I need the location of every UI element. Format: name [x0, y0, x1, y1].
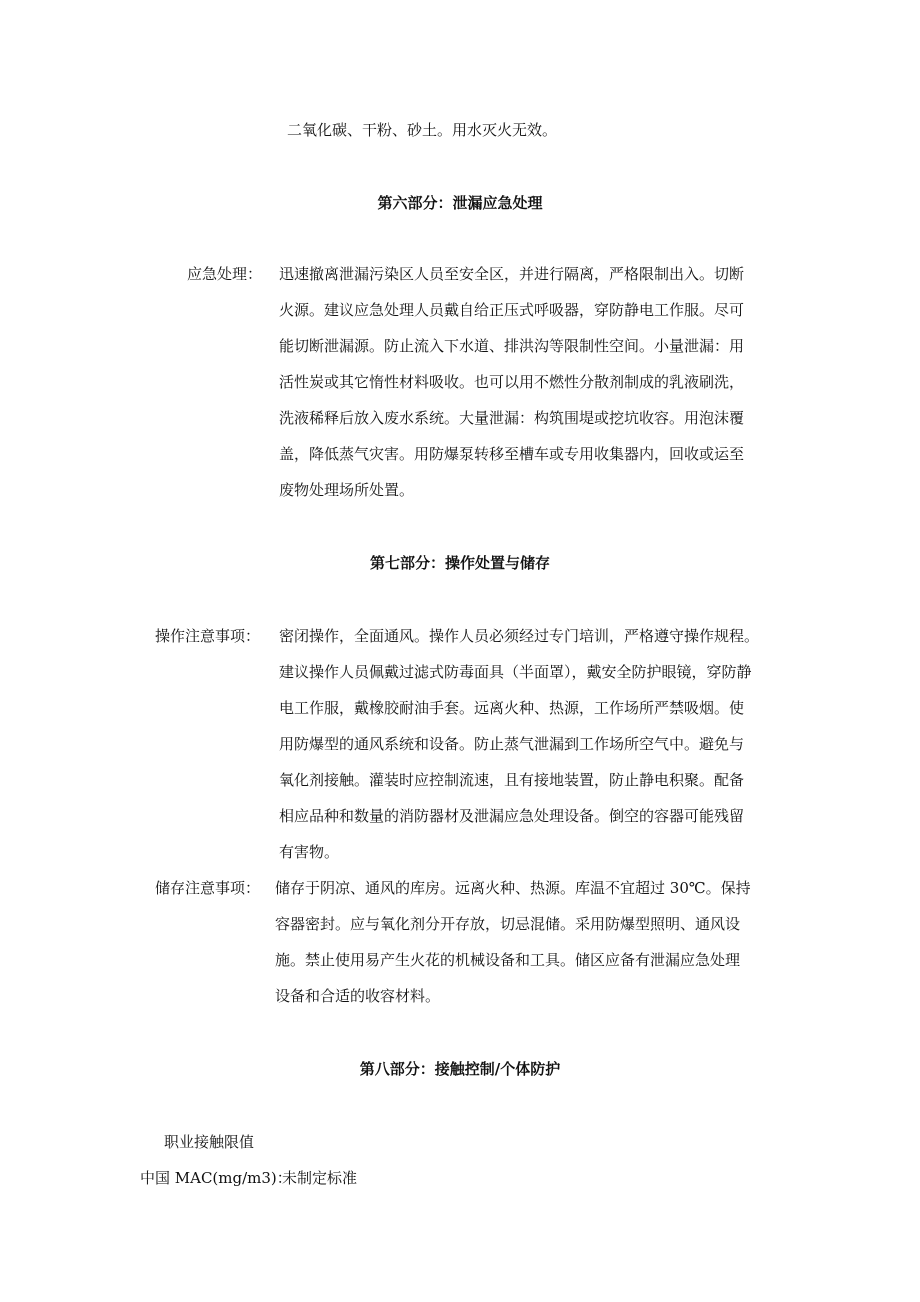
emergency-handling-label: 应急处理： — [187, 265, 263, 283]
paragraph-line: 迅速撤离泄漏污染区人员至安全区，并进行隔离，严格限制出入。切断 — [279, 265, 745, 283]
section7-heading: 第七部分：操作处置与储存 — [369, 554, 550, 572]
section6-heading: 第六部分：泄漏应急处理 — [377, 194, 543, 212]
storage-precautions-text — [275, 878, 751, 1022]
operation-precautions-label: 操作注意事项： — [155, 627, 261, 645]
exposure-limit-title: 职业接触限值 — [164, 1133, 255, 1151]
paragraph-line: 洗液稀释后放入废水系统。大量泄漏：构筑围堤或挖坑收容。用泡沫覆 — [279, 409, 745, 427]
paragraph-line: 盖，降低蒸气灾害。用防爆泵转移至槽车或专用收集器内，回收或运至 — [279, 445, 745, 463]
china-mac-value: 未制定标准 — [282, 1169, 358, 1187]
storage-precautions-label: 储存注意事项： — [155, 879, 261, 897]
paragraph-line: 能切断泄漏源。防止流入下水道、排洪沟等限制性空间。小量泄漏：用 — [279, 337, 745, 355]
paragraph-line: 有害物。 — [279, 843, 340, 861]
paragraph-line: 用防爆型的通风系统和设备。防止蒸气泄漏到工作场所空气中。避免与 — [279, 735, 745, 753]
paragraph-line: 活性炭或其它惰性材料吸收。也可以用不燃性分散剂制成的乳液刷洗， — [279, 373, 745, 391]
paragraph-line: 火源。建议应急处理人员戴自给正压式呼吸器，穿防静电工作服。尽可 — [279, 301, 745, 319]
paragraph-line: 相应品种和数量的消防器材及泄漏应急处理设备。倒空的容器可能残留 — [279, 807, 745, 825]
paragraph-line: 容器密封。应与氧化剂分开存放，切忌混储。采用防爆型照明、通风设 — [275, 915, 741, 933]
paragraph-line: 废物处理场所处置。 — [279, 481, 415, 499]
operation-precautions-text — [279, 626, 759, 878]
emergency-handling-text — [279, 264, 744, 516]
section8-heading: 第八部分：接触控制/个体防护 — [359, 1060, 561, 1078]
china-mac-label: 中国 MAC(mg/m3)： — [140, 1169, 292, 1187]
paragraph-line: 设备和合适的收容材料。 — [275, 987, 441, 1005]
extinguishing-media-line: 二氧化碳、干粉、砂土。用水灭火无效。 — [287, 121, 558, 139]
paragraph-line: 施。禁止使用易产生火花的机械设备和工具。储区应备有泄漏应急处理 — [275, 951, 741, 969]
paragraph-line: 储存于阴凉、通风的库房。远离火种、热源。库温不宜超过 30℃。保持 — [275, 879, 751, 897]
paragraph-line: 氧化剂接触。灌装时应控制流速，且有接地装置，防止静电积聚。配备 — [279, 771, 745, 789]
paragraph-line: 密闭操作，全面通风。操作人员必须经过专门培训，严格遵守操作规程。 — [279, 627, 760, 645]
paragraph-line: 建议操作人员佩戴过滤式防毒面具（半面罩），戴安全防护眼镜，穿防静 — [279, 663, 752, 681]
paragraph-line: 电工作服，戴橡胶耐油手套。远离火种、热源，工作场所严禁吸烟。使 — [279, 699, 745, 717]
